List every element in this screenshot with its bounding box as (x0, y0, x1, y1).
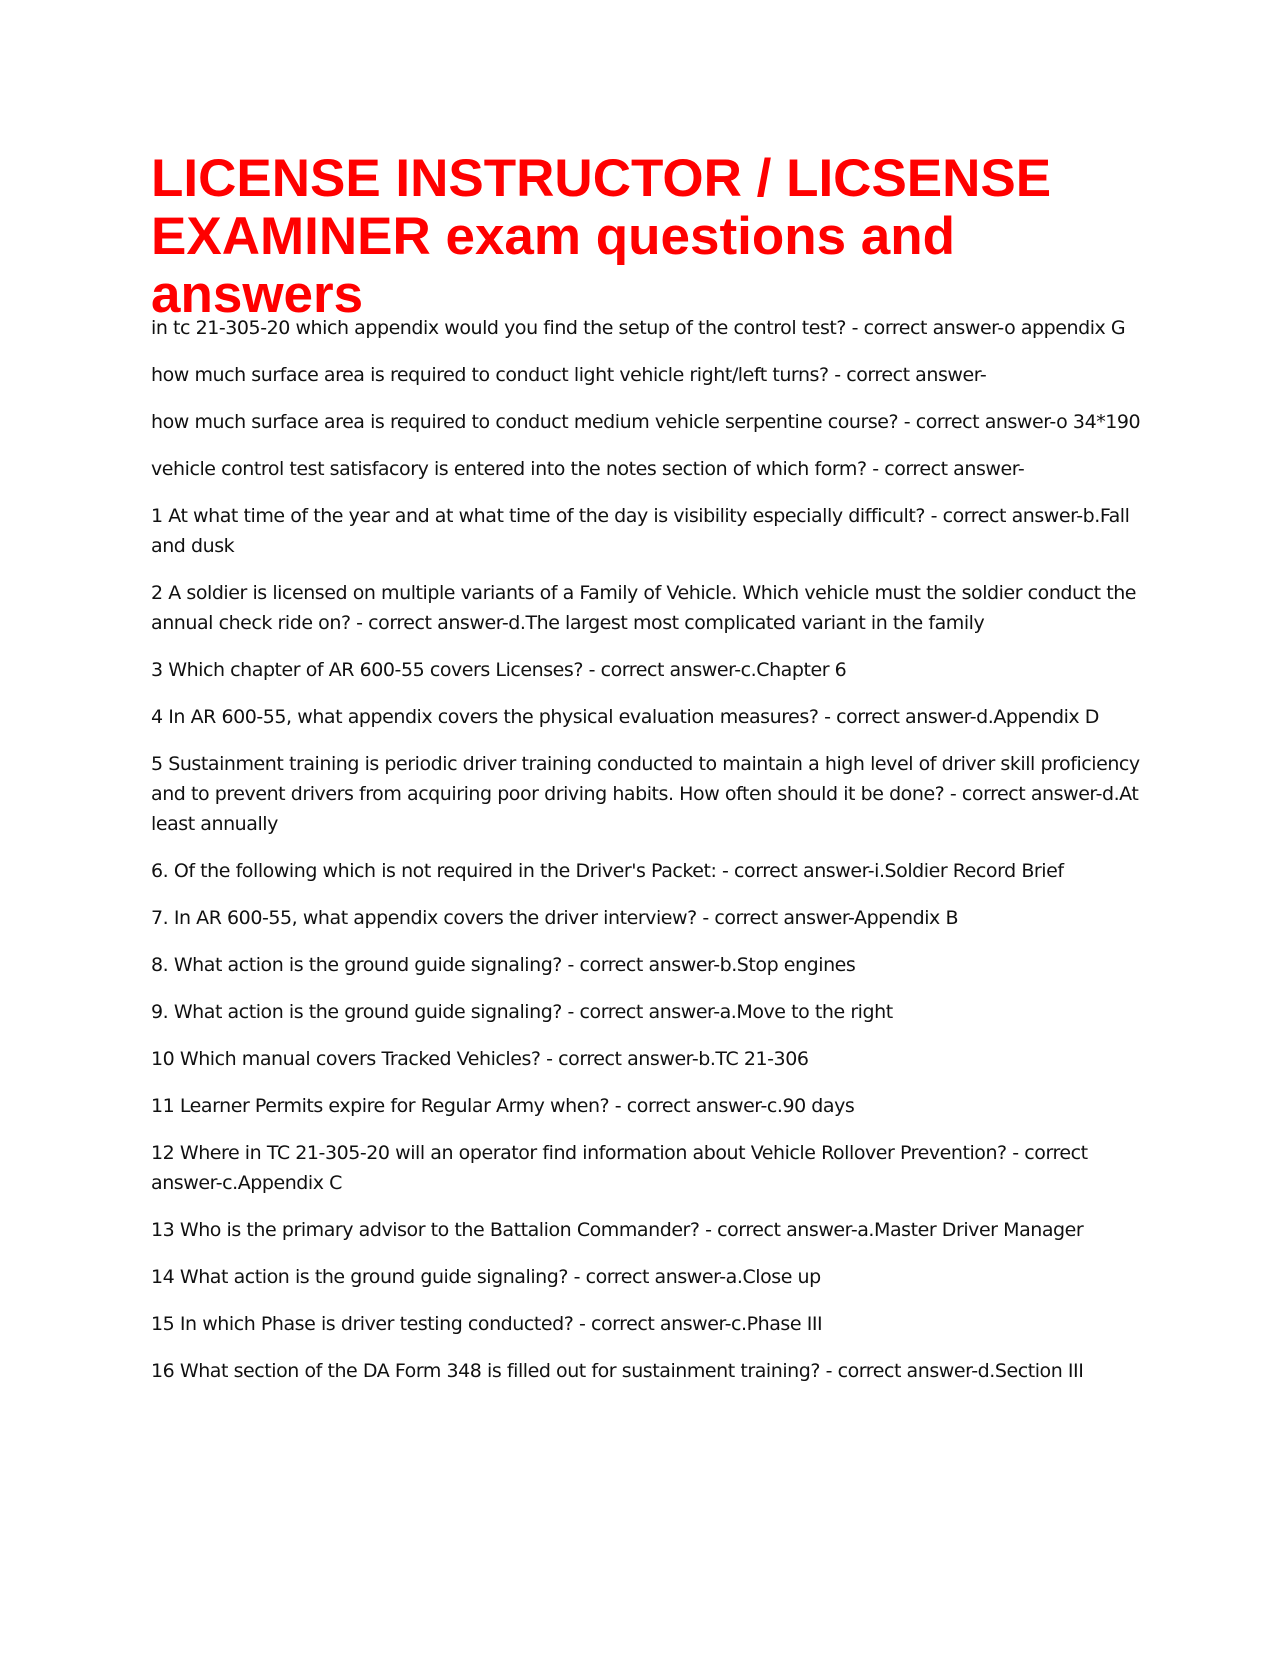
qa-item: how much surface area is required to conduct light vehicle right/left turns? - correct answer- (151, 364, 987, 386)
qa-item: vehicle control test satisfacory is entered into the notes section of which form? - correct answer- (151, 458, 1025, 480)
qa-item: 12 Where in TC 21-305-20 will an operator find information about Vehicle Rollover Prevention? - correct answer-c.Appendix C (151, 1142, 1088, 1194)
qa-item: 16 What section of the DA Form 348 is filled out for sustainment training? - correct answer-d.Section III (151, 1360, 1084, 1382)
qa-item: 4 In AR 600-55, what appendix covers the physical evaluation measures? - correct answer-d.Appendix D (151, 706, 1099, 728)
document-title-line-1: LICENSE INSTRUCTOR / LICSENSE (151, 149, 1052, 208)
qa-item: 1 At what time of the year and at what time of the day is visibility especially difficult? - correct answer-b.Fall and dusk (151, 505, 1130, 557)
qa-item: 13 Who is the primary advisor to the Battalion Commander? - correct answer-a.Master Driver Manager (151, 1219, 1084, 1241)
qa-item: 2 A soldier is licensed on multiple variants of a Family of Vehicle. Which vehicle must the soldier conduct the annual check ride on? - correct answer-d.The largest most complicated variant in the family (151, 582, 1137, 634)
qa-item: 10 Which manual covers Tracked Vehicles? - correct answer-b.TC 21-306 (151, 1048, 809, 1070)
qa-item: how much surface area is required to conduct medium vehicle serpentine course? - correct answer-o 34*190 (151, 411, 1141, 433)
qa-item: 5 Sustainment training is periodic driver training conducted to maintain a high level of driver skill proficiency and to prevent drivers from acquiring poor driving habits. How often should it be done? - correct answer-d.At least annually (151, 753, 1140, 835)
question-answer-list (151, 313, 1156, 1403)
qa-item: 14 What action is the ground guide signaling? - correct answer-a.Close up (151, 1266, 821, 1288)
qa-item: 15 In which Phase is driver testing conducted? - correct answer-c.Phase III (151, 1313, 823, 1335)
qa-item: 7. In AR 600-55, what appendix covers the driver interview? - correct answer-Appendix B (151, 907, 959, 929)
document-title-line-2: EXAMINER exam questions and answers (151, 207, 956, 324)
document-title (151, 150, 1171, 324)
qa-item: 8. What action is the ground guide signaling? - correct answer-b.Stop engines (151, 954, 856, 976)
qa-item: 11 Learner Permits expire for Regular Army when? - correct answer-c.90 days (151, 1095, 855, 1117)
qa-item: 3 Which chapter of AR 600-55 covers Licenses? - correct answer-c.Chapter 6 (151, 659, 847, 681)
qa-item: in tc 21-305-20 which appendix would you find the setup of the control test? - correct answer-o appendix G (151, 317, 1126, 339)
qa-item: 9. What action is the ground guide signaling? - correct answer-a.Move to the right (151, 1001, 893, 1023)
qa-item: 6. Of the following which is not required in the Driver's Packet: - correct answer-i.Soldier Record Brief (151, 860, 1064, 882)
